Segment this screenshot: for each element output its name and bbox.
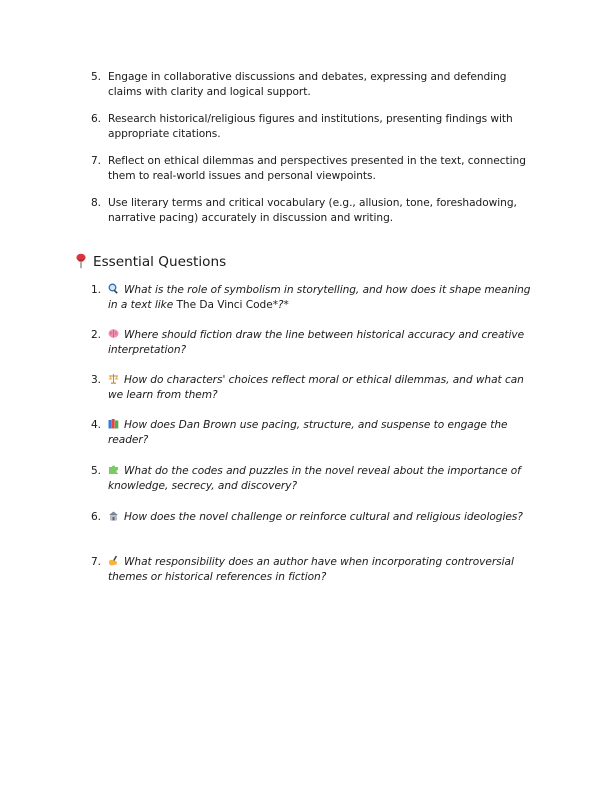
objective-number: 7. [90,155,101,167]
essential-questions-heading [74,253,226,271]
heading-text: Essential Questions [93,254,227,270]
question-number: 5. [90,465,101,477]
question-number: 1. [90,284,101,296]
scales-icon [108,373,119,384]
objective-text: Engage in collaborative discussions and debates, expressing and defending claims with clarity and logical support. [108,71,507,98]
question-text: Where should fiction draw the line between historical accuracy and creative interpretation? [108,329,525,356]
objective-text: Research historical/religious figures and institutions, presenting findings with appropriate citations. [108,113,513,140]
magnifier-icon [108,283,119,294]
question-tail: *?* [272,299,289,311]
objective-number: 8. [90,197,101,209]
pushpin-icon [74,253,88,269]
question-number: 3. [90,374,101,386]
question-text: How does the novel challenge or reinforce cultural and religious ideologies? [124,511,523,523]
question-number: 7. [90,556,101,568]
question-number: 4. [90,419,101,431]
writing-hand-icon [108,555,119,566]
books-icon [108,418,119,429]
church-icon [108,510,119,521]
objective-text: Use literary terms and critical vocabulary (e.g., allusion, tone, foreshadowing, narrative pacing) accurately in discussion and writing. [108,197,517,224]
question-text: How does Dan Brown use pacing, structure, and suspense to engage the reader? [108,419,508,446]
question-text: What do the codes and puzzles in the novel reveal about the importance of knowledge, secrecy, and discovery? [108,465,521,492]
question-text: What responsibility does an author have when incorporating controversial themes or historical references in fiction? [108,556,514,583]
puzzle-icon [108,464,119,475]
question-text: How do characters' choices reflect moral or ethical dilemmas, and what can we learn from them? [108,374,524,401]
objective-text: Reflect on ethical dilemmas and perspectives presented in the text, connecting them to real-world issues and personal viewpoints. [108,155,526,182]
objective-number: 6. [90,113,101,125]
objective-number: 5. [90,71,101,83]
book-title: The Da Vinci Code [176,299,273,311]
question-text: What is the role of symbolism in storytelling, and how does it shape meaning in a text like [108,284,531,311]
brain-icon [108,328,119,339]
question-number: 6. [90,511,101,523]
question-number: 2. [90,329,101,341]
